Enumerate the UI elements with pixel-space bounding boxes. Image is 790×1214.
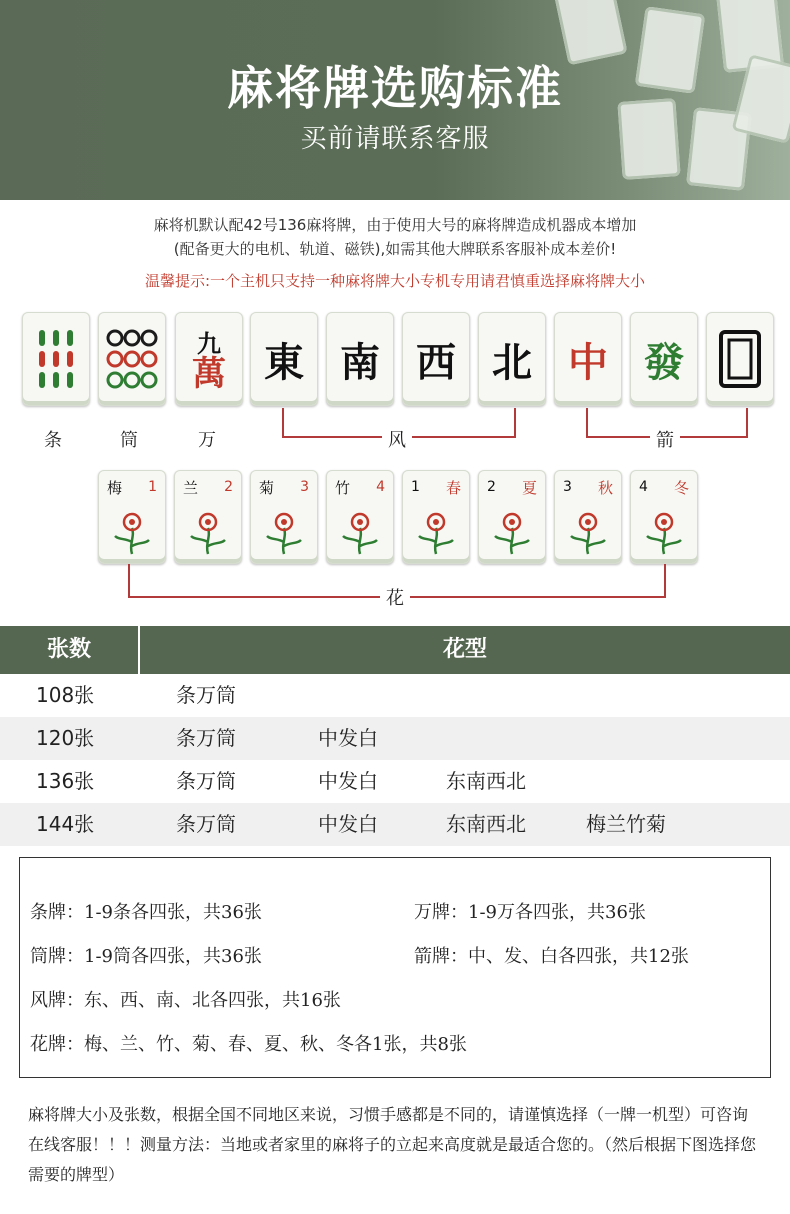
table-row [0,760,790,803]
east-wind-tile-icon: 東 [250,312,318,406]
flower-name-label: 兰 [183,479,199,497]
autumn-tile-icon [554,470,622,564]
north-wind-tile-icon: 北 [478,312,546,406]
row-type-b: 中发白 [318,769,378,793]
flower-number-label: 4 [376,479,385,495]
flower-number-label: 3 [300,479,309,495]
plum-blossom-tile-icon [98,470,166,564]
detail-tong: 筒牌：1-9筒各四张，共36张 [30,946,262,967]
row-type-b: 中发白 [318,726,378,750]
white-dragon-tile-icon [706,312,774,406]
footer-note: 麻将牌大小及张数，根据全国不同地区来说，习惯手感都是不同的，请谨慎选择（一牌一机型）可咨询在线客服！！！测量方法：当地或者家里的麻将子的立起来高度就是最适合您的。（然后根据下图选择您需要的牌型） [28,1105,757,1184]
winter-tile-icon [630,470,698,564]
flower-drawing-icon [563,506,613,556]
header-type: 花型 [442,637,487,662]
label-tiao: 条 [44,430,62,451]
chrysanthemum-tile-icon [250,470,318,564]
row-type-a: 条万筒 [176,726,236,750]
west-wind-tile-icon: 西 [402,312,470,406]
green-dragon-tile-icon: 發 [630,312,698,406]
summer-tile-icon [478,470,546,564]
flower-name-label: 菊 [259,479,275,497]
flower-number-label: 1 [411,479,420,495]
label-tong: 筒 [120,430,138,451]
row-count: 108张 [36,683,95,707]
flower-number-label: 1 [148,479,157,495]
south-wind-tile-icon: 南 [326,312,394,406]
intro-line-1: 麻将机默认配42号136麻将牌，由于使用大号的麻将牌造成机器成本增加 [153,216,637,234]
warning-text: 温馨提示:一个主机只支持一种麻将牌大小专机专用请君慎重选择麻将牌大小 [144,272,646,290]
flower-name-label: 夏 [521,479,537,497]
flower-name-label: 竹 [335,479,351,497]
page-subtitle: 买前请联系客服 [300,124,490,154]
detail-wan: 万牌：1-9万各四张，共36张 [414,902,646,923]
spring-tile-icon [402,470,470,564]
label-feng: 风 [382,426,412,452]
table-row [0,803,790,846]
flower-name-label: 冬 [673,479,689,497]
row-type-a: 条万筒 [176,769,236,793]
bamboo-flower-tile-icon [326,470,394,564]
page-title: 麻将牌选购标准 [227,61,563,115]
header-count: 张数 [0,626,140,674]
flower-number-label: 3 [563,479,572,495]
row-type-c: 东南西北 [446,769,526,793]
flower-drawing-icon [259,506,309,556]
label-jian: 箭 [650,426,680,452]
flower-drawing-icon [183,506,233,556]
intro-line-2: (配备更大的电机、轨道、磁铁),如需其他大牌联系客服补成本差价! [173,240,617,258]
flower-name-label: 秋 [597,479,613,497]
row-type-b: 中发白 [318,812,378,836]
flower-drawing-icon [487,506,537,556]
flower-number-label: 2 [224,479,233,495]
table-header [0,626,790,674]
detail-tiao: 条牌：1-9条各四张，共36张 [30,902,262,923]
circles-tile-icon [98,312,166,406]
flower-drawing-icon [411,506,461,556]
table-row [0,674,790,717]
detail-box [19,857,771,1078]
header-banner [0,0,790,200]
row-count: 120张 [36,726,95,750]
orchid-tile-icon [174,470,242,564]
red-dragon-tile-icon: 中 [554,312,622,406]
row-count: 144张 [36,812,95,836]
row-count: 136张 [36,769,95,793]
flower-drawing-icon [107,506,157,556]
wan-glyph: 萬 [192,354,226,394]
label-wan: 万 [198,430,216,451]
detail-hua: 花牌：梅、兰、竹、菊、春、夏、秋、冬各1张，共8张 [30,1034,467,1055]
character-tile-icon [175,312,243,406]
nine-glyph: 九 [197,329,221,358]
flower-drawing-icon [639,506,689,556]
row-type-d: 梅兰竹菊 [586,812,666,836]
flower-number-label: 2 [487,479,496,495]
row-type-c: 东南西北 [446,812,526,836]
detail-feng: 风牌：东、西、南、北各四张，共16张 [30,990,341,1011]
flower-number-label: 4 [639,479,648,495]
detail-jian: 箭牌：中、发、白各四张，共12张 [414,946,689,967]
table-row [0,717,790,760]
label-hua: 花 [380,584,410,610]
flower-drawing-icon [335,506,385,556]
flower-name-label: 梅 [107,479,123,497]
row-type-a: 条万筒 [176,683,236,707]
row-type-a: 条万筒 [176,812,236,836]
flower-name-label: 春 [445,479,461,497]
bamboo-tile-icon [22,312,90,406]
